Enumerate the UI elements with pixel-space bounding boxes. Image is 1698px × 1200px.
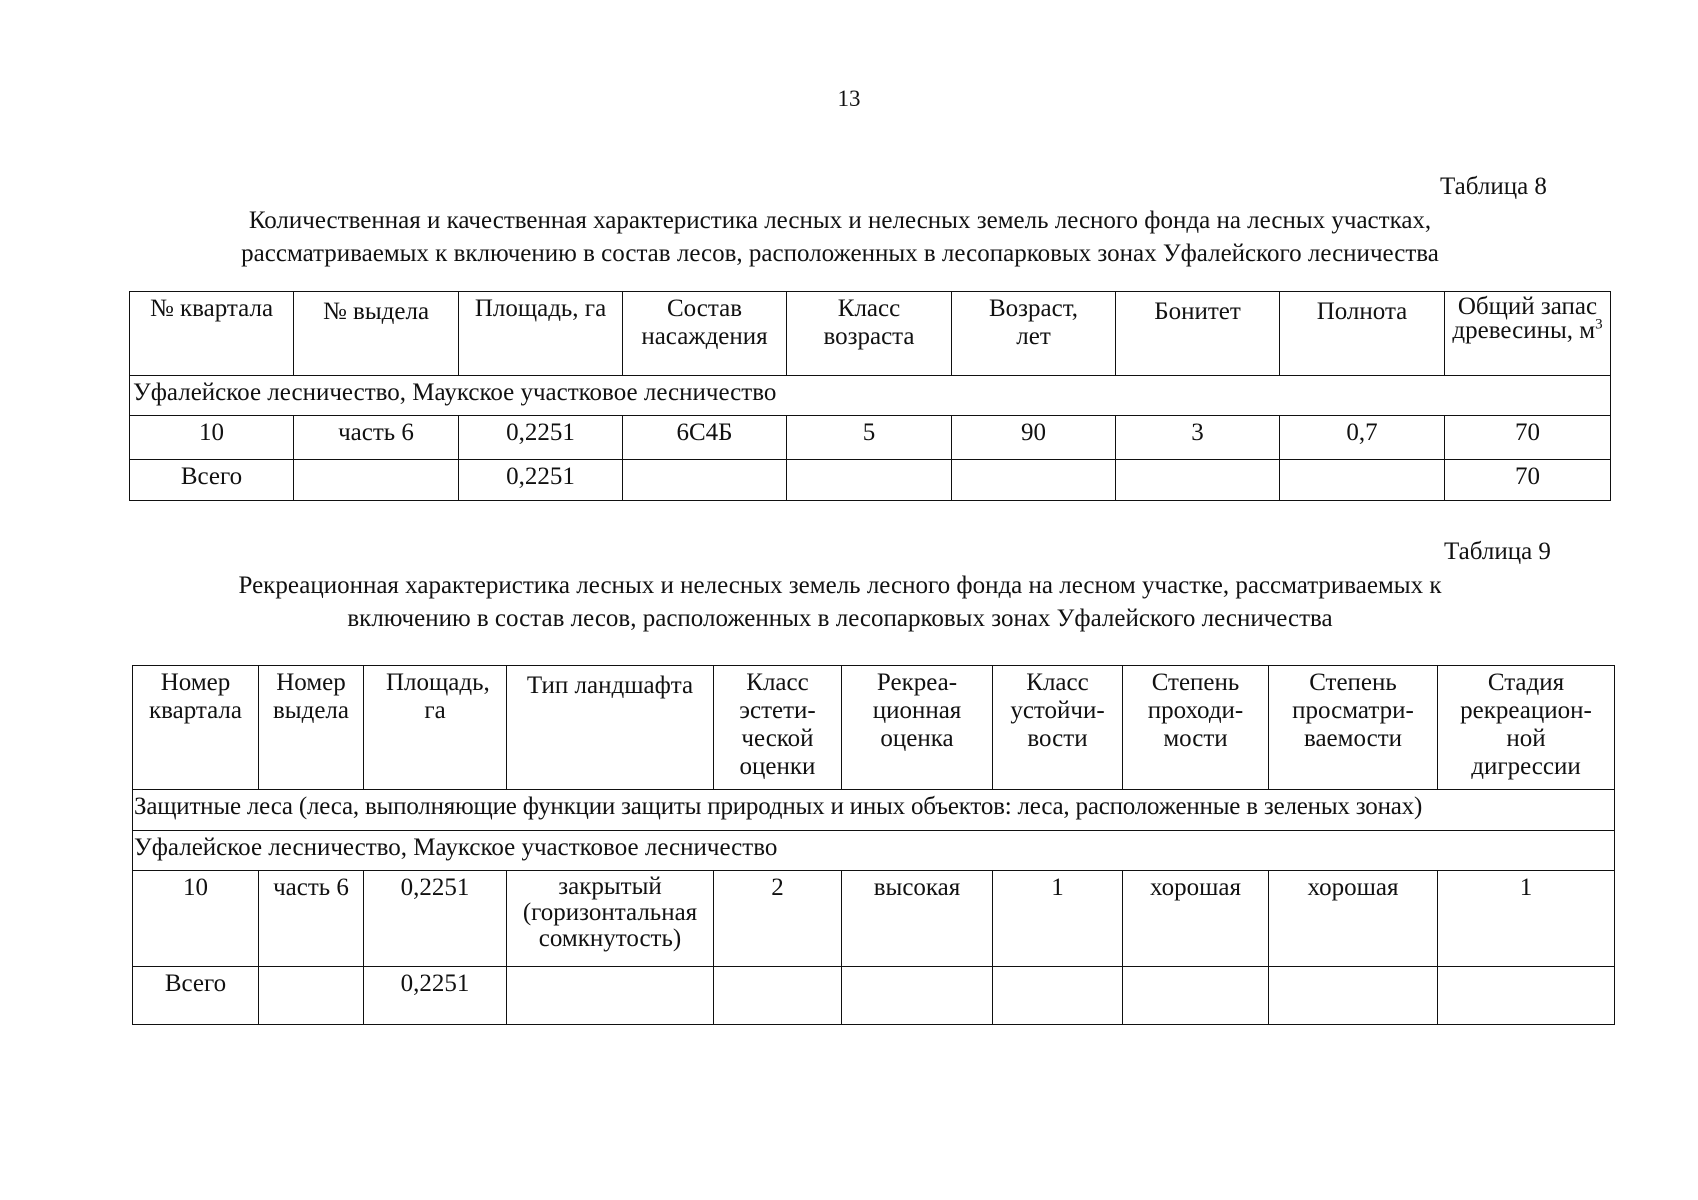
table8-title — [120, 204, 1560, 270]
table9-total-plot — [259, 967, 364, 1025]
table8-header-plot-number: № выдела — [294, 292, 459, 376]
table8-header-composition: Состав насаждения — [623, 292, 787, 376]
table9-header-visibility-text: Степень просматри- ваемости — [1292, 669, 1414, 752]
table8-cell-bonitet: 3 — [1116, 416, 1280, 460]
table9-header-stability-class-text: Класс устойчи- вости — [1010, 669, 1105, 752]
table8-data-row — [130, 416, 1611, 460]
table8 — [129, 291, 1611, 501]
table9-cell-landscape-type — [507, 871, 714, 967]
table9-total-row — [133, 967, 1615, 1025]
table9-header-aesthetic-class-text: Класс эстети- ческой оценки — [739, 669, 816, 780]
table8-header-row — [130, 292, 1611, 376]
table9-label: Таблица 9 — [1444, 538, 1551, 565]
table8-cell-age-class: 5 — [787, 416, 952, 460]
table9-header-visibility — [1269, 666, 1438, 790]
table9-total-recreation-score — [842, 967, 993, 1025]
table8-cell-total-stock: 70 — [1445, 416, 1611, 460]
table8-cell-age: 90 — [952, 416, 1116, 460]
table9-cell-plot: часть 6 — [259, 871, 364, 967]
table8-label: Таблица 8 — [1440, 173, 1547, 200]
table8-total-stock: 70 — [1445, 460, 1611, 501]
table8-total-age — [952, 460, 1116, 501]
table9-section-forestry: Уфалейское лесничество, Маукское участковое лесничество — [133, 831, 1615, 871]
table9-total-stability-class — [993, 967, 1123, 1025]
table8-cell-composition: 6С4Б — [623, 416, 787, 460]
table8-title-line-2: рассматриваемых к включению в состав лесов, расположенных в лесопарковых зонах Уфалейского лесничества — [241, 240, 1439, 267]
table8-header-density: Полнота — [1280, 292, 1445, 376]
table9-section-row-2 — [133, 831, 1615, 871]
table9-header-digression-stage-text: Стадия рекреацион- ной дигрессии — [1460, 669, 1592, 780]
table9-total-passability — [1123, 967, 1269, 1025]
table9-total-visibility — [1269, 967, 1438, 1025]
table9-cell-digression-stage: 1 — [1438, 871, 1615, 967]
table8-section-row — [130, 376, 1611, 416]
table8-header-age-class: Класс возраста — [787, 292, 952, 376]
table9-header-row — [133, 666, 1615, 790]
table9-title-line-2: включению в состав лесов, расположенных в лесопарковых зонах Уфалейского лесничества — [347, 605, 1333, 632]
table8-header-total-stock-label: Общий запас древесины, м — [1452, 293, 1598, 344]
table9-section-protective-forests: Защитные леса (леса, выполняющие функции защиты природных и иных объектов: леса, расположенные в зеленых зонах) — [133, 790, 1615, 831]
table8-total-row — [130, 460, 1611, 501]
table9-total-label: Всего — [133, 967, 259, 1025]
table9-total-digression-stage — [1438, 967, 1615, 1025]
table8-header-total-stock-exponent: 3 — [1595, 316, 1603, 333]
table9-header-aesthetic-class — [714, 666, 842, 790]
table8-total-plot — [294, 460, 459, 501]
table8-cell-density: 0,7 — [1280, 416, 1445, 460]
table9-total-landscape-type — [507, 967, 714, 1025]
table9-title — [120, 569, 1560, 635]
table9-total-aesthetic-class — [714, 967, 842, 1025]
table8-header-total-stock — [1445, 292, 1611, 376]
table9-header-recreation-score-text: Рекреа- ционная оценка — [872, 669, 962, 752]
table9 — [132, 665, 1615, 1025]
table9-cell-stability-class: 1 — [993, 871, 1123, 967]
table9-header-area: Площадь, га — [364, 666, 507, 790]
table9-header-block-number: Номер квартала — [133, 666, 259, 790]
table8-header-bonitet: Бонитет — [1116, 292, 1280, 376]
table8-total-age-class — [787, 460, 952, 501]
table9-cell-block: 10 — [133, 871, 259, 967]
table8-total-area: 0,2251 — [459, 460, 623, 501]
table8-header-age: Возраст, лет — [952, 292, 1116, 376]
table9-section-row-1 — [133, 790, 1615, 831]
table8-header-area: Площадь, га — [459, 292, 623, 376]
table8-header-block-number: № квартала — [130, 292, 294, 376]
table9-header-digression-stage — [1438, 666, 1615, 790]
table9-header-landscape-type: Тип ландшафта — [507, 666, 714, 790]
table9-header-stability-class — [993, 666, 1123, 790]
table9-cell-passability: хорошая — [1123, 871, 1269, 967]
table9-cell-visibility: хорошая — [1269, 871, 1438, 967]
table9-cell-landscape-type-text: закрытый (горизонтальная сомкнутость) — [522, 873, 698, 952]
table9-header-passability-text: Степень проходи- мости — [1147, 669, 1244, 752]
table8-cell-plot: часть 6 — [294, 416, 459, 460]
table8-section-title: Уфалейское лесничество, Маукское участковое лесничество — [130, 376, 1611, 416]
table8-total-density — [1280, 460, 1445, 501]
table8-cell-block: 10 — [130, 416, 294, 460]
table9-header-recreation-score — [842, 666, 993, 790]
table8-total-bonitet — [1116, 460, 1280, 501]
table9-total-area: 0,2251 — [364, 967, 507, 1025]
table9-title-line-1: Рекреационная характеристика лесных и нелесных земель лесного фонда на лесном участке, рассматриваемых к — [238, 572, 1442, 599]
table9-cell-area: 0,2251 — [364, 871, 507, 967]
table9-header-plot-number: Номер выдела — [259, 666, 364, 790]
table9-header-passability — [1123, 666, 1269, 790]
table8-total-composition — [623, 460, 787, 501]
page-number: 13 — [837, 86, 861, 111]
table9-data-row — [133, 871, 1615, 967]
table8-cell-area: 0,2251 — [459, 416, 623, 460]
table8-title-line-1: Количественная и качественная характеристика лесных и нелесных земель лесного фонда на лесных участках, — [248, 207, 1432, 234]
table9-cell-aesthetic-class: 2 — [714, 871, 842, 967]
table8-total-label: Всего — [130, 460, 294, 501]
table9-cell-recreation-score: высокая — [842, 871, 993, 967]
